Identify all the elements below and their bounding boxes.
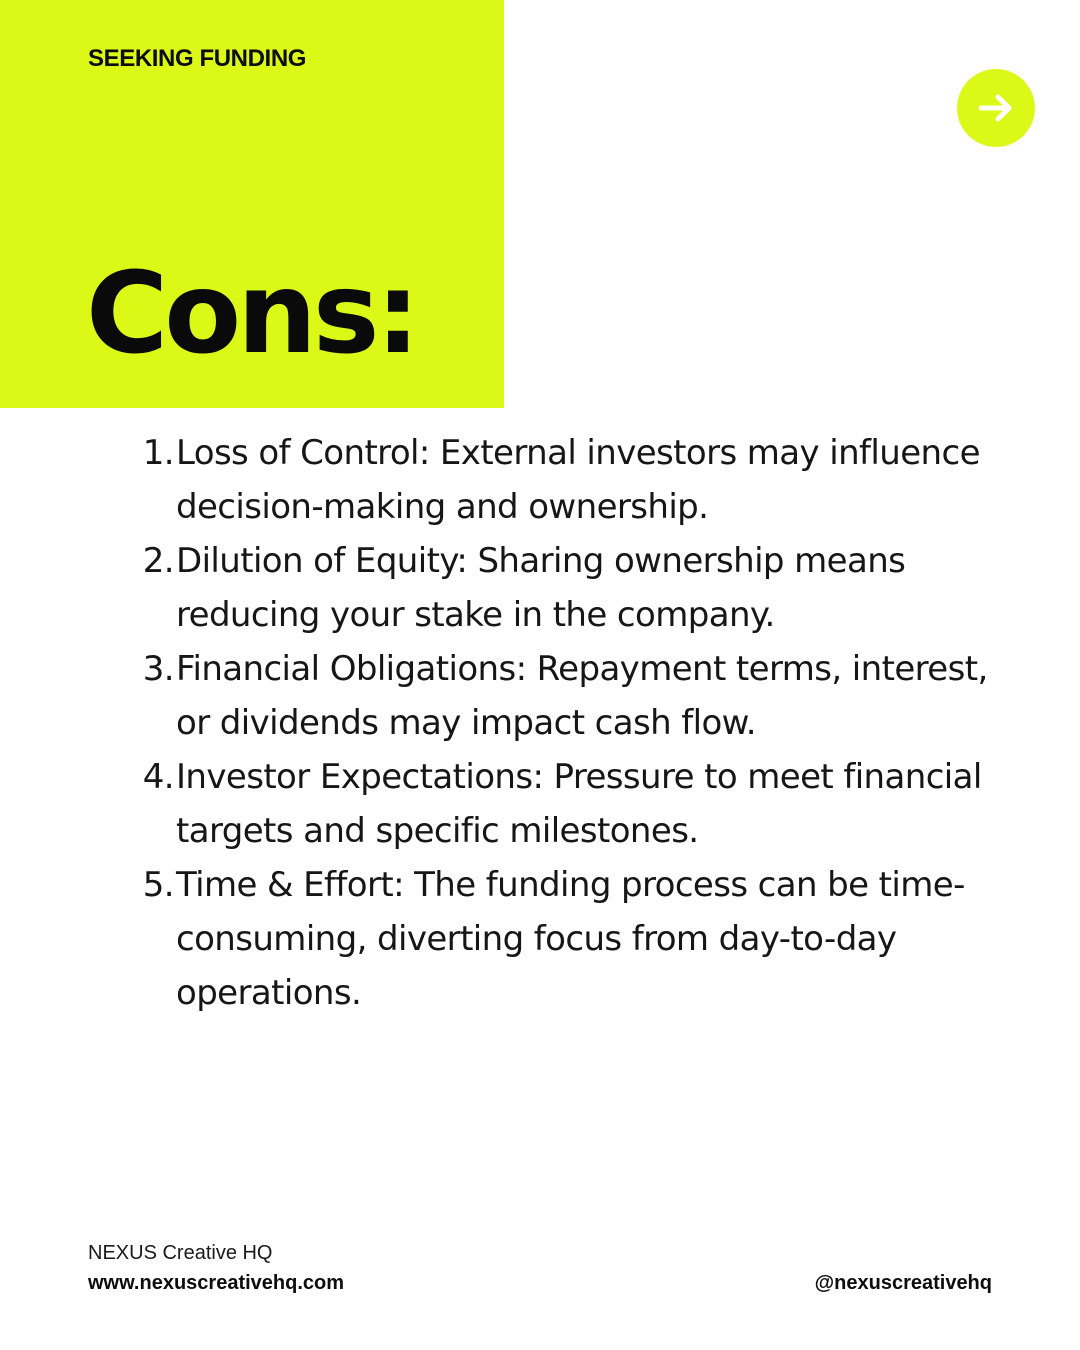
section-kicker: SEEKING FUNDING bbox=[88, 45, 307, 72]
list-item-number: 3. bbox=[142, 649, 174, 689]
list-item-number: 4. bbox=[142, 757, 174, 797]
list-item-text: Time & Effort: The funding process can be time-consuming, diverting focus from day-to-day operations. bbox=[176, 865, 965, 1013]
list-item-number: 1. bbox=[142, 433, 174, 473]
page-title: Cons: bbox=[86, 249, 417, 379]
cons-list bbox=[136, 426, 996, 1020]
arrow-right-icon bbox=[974, 86, 1018, 130]
list-item bbox=[136, 858, 996, 1020]
brand-name: NEXUS Creative HQ bbox=[88, 1242, 273, 1264]
social-handle-link[interactable]: @nexuscreativehq bbox=[814, 1272, 992, 1294]
list-item-number: 5. bbox=[142, 865, 174, 905]
list-item bbox=[136, 642, 996, 750]
list-item-text: Financial Obligations: Repayment terms, interest, or dividends may impact cash flow. bbox=[176, 649, 988, 743]
list-item-text: Investor Expectations: Pressure to meet financial targets and specific milestones. bbox=[176, 757, 982, 851]
list-item-number: 2. bbox=[142, 541, 174, 581]
list-item bbox=[136, 534, 996, 642]
list-item-text: Loss of Control: External investors may influence decision-making and ownership. bbox=[176, 433, 980, 527]
list-item bbox=[136, 426, 996, 534]
website-link[interactable]: www.nexuscreativehq.com bbox=[88, 1272, 345, 1294]
list-item bbox=[136, 750, 996, 858]
next-slide-button[interactable] bbox=[957, 69, 1035, 147]
list-item-text: Dilution of Equity: Sharing ownership means reducing your stake in the company. bbox=[176, 541, 906, 635]
